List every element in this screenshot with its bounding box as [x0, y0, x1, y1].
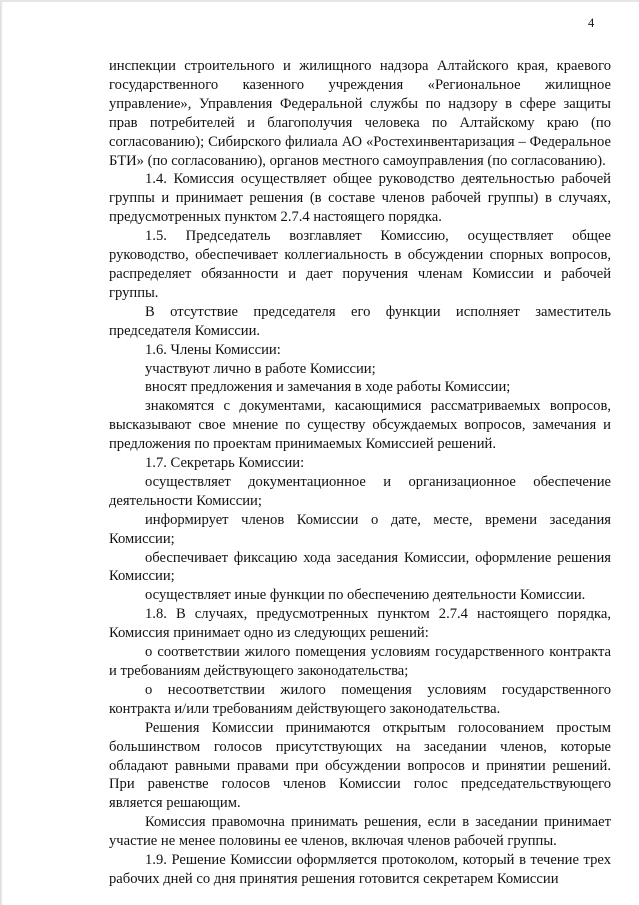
paragraph-continuation: инспекции строительного и жилищного надзора Алтайского края, краевого государственного казенного учреждения «Региональное жилищное управление», Управления Федеральной службы по надзору в сфере защиты прав потребителей и благополучия человека по Алтайскому краю (по согласованию); Сибирского филиала АО «Ростехинвентаризация – Федеральное БТИ» (по согласованию), органов местного самоуправления (по согласованию). — [109, 58, 611, 169]
paragraph-secretary-other: осуществляет иные функции по обеспечению деятельности Комиссии. — [145, 587, 586, 604]
scan-edge — [0, 0, 3, 905]
paragraph-decision-noncompliant: о несоответствии жилого помещения условиям государственного контракта и/или требованиям действующего законодательства. — [109, 681, 611, 717]
paragraph-voting: Решения Комиссии принимаются открытым голосованием простым большинством голосов присутствующих на заседании членов, которые обладают равными правами при обсуждении вопросов и принятии решений. При равенстве голосов членов Комиссии голос председательствующего является решающим. — [109, 719, 611, 812]
page-number: 4 — [588, 16, 595, 30]
paragraph-members-review: знакомятся с документами, касающимися рассматриваемых вопросов, высказывают свое мнение по существу обсуждаемых вопросов, замечания и предложения по проектам принимаемых Комиссией решений. — [109, 398, 611, 453]
paragraph-quorum: Комиссия правомочна принимать решения, если в заседании принимает участие не менее половины ее членов, включая членов рабочей группы. — [109, 814, 611, 850]
paragraph-1-9: 1.9. Решение Комиссии оформляется протоколом, который в течение трех рабочих дней со дня принятия решения готовится секретарем Комиссии — [109, 852, 611, 887]
scan-top-line — [0, 0, 639, 2]
paragraph-1-6: 1.6. Члены Комиссии: — [145, 341, 281, 358]
paragraph-secretary-docs: осуществляет документационное и организационное обеспечение деятельности Комиссии; — [109, 473, 611, 509]
paragraph-members-participate: участвуют лично в работе Комиссии; — [145, 360, 376, 377]
paragraph-secretary-record: обеспечивает фиксацию хода заседания Комиссии, оформление решения Комиссии; — [109, 549, 611, 585]
paragraph-1-5: 1.5. Председатель возглавляет Комиссию, осуществляет общее руководство, обеспечивает коллегиальность в обсуждении спорных вопросов, распределяет обязанности и дает поручения членам Комиссии и рабочей группы. — [109, 228, 611, 301]
paragraph-deputy: В отсутствие председателя его функции исполняет заместитель председателя Комиссии. — [109, 303, 611, 339]
paragraph-1-8: 1.8. В случаях, предусмотренных пунктом 2.7.4 настоящего порядка, Комиссия принимает одно из следующих решений: — [109, 606, 611, 642]
paragraph-secretary-inform: информирует членов Комиссии о дате, месте, времени заседания Комиссии; — [109, 511, 611, 547]
paragraph-members-propose: вносят предложения и замечания в ходе работы Комиссии; — [145, 379, 511, 396]
paragraph-decision-compliant: о соответствии жилого помещения условиям государственного контракта и требованиям действующего законодательства; — [109, 644, 611, 679]
paragraph-1-4: 1.4. Комиссия осуществляет общее руководство деятельностью рабочей группы и принимает решения (в составе членов рабочей группы) в случаях, предусмотренных пунктом 2.7.4 настоящего порядка. — [109, 171, 611, 226]
document-body — [109, 57, 611, 889]
paragraph-1-7: 1.7. Секретарь Комиссии: — [145, 455, 305, 472]
